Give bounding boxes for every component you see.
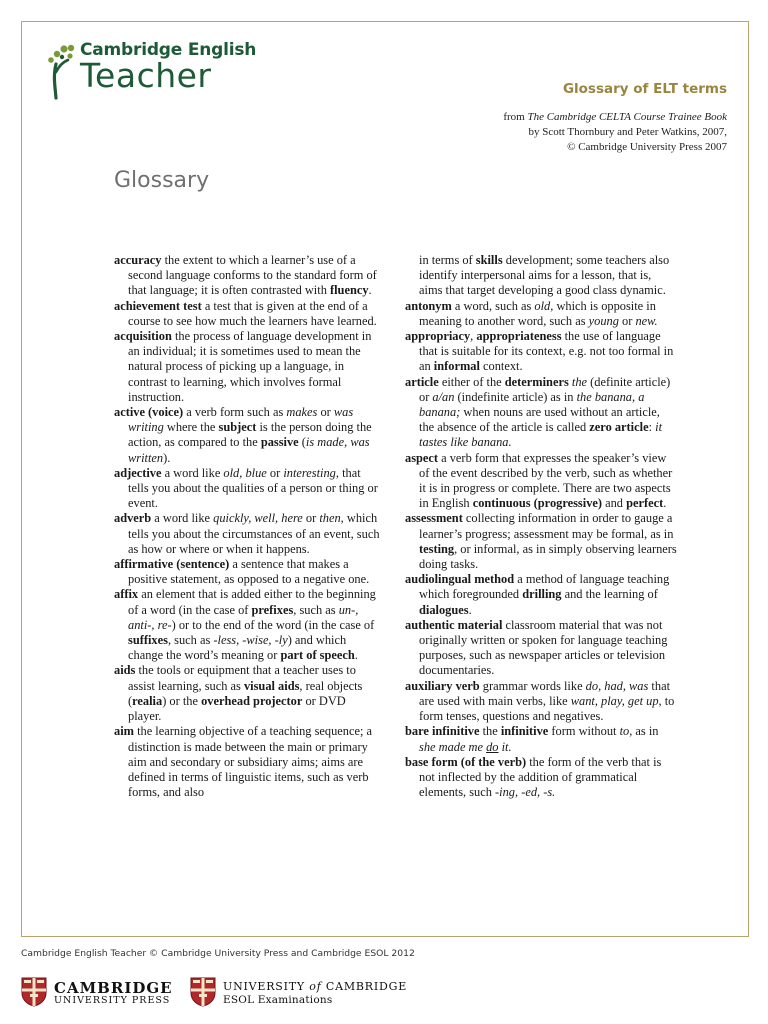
glossary-entry: achievement test a test that is given at the end of a course to see how much the learners have learned. — [114, 298, 377, 328]
glossary-entry: adjective a word like old, blue or interesting, that tells you about the qualities of a person or thing or event. — [114, 465, 378, 511]
glossary-entry: authentic material classroom material that was not originally written or spoken for language teaching purposes, such as newspaper articles or television documentaries. — [405, 617, 668, 678]
page-heading: Glossary — [114, 168, 210, 193]
document-title: Glossary of ELT terms — [562, 81, 727, 97]
glossary-entry: appropriacy, appropriateness the use of language that is suitable for its context, e.g. not too formal in an informal context. — [405, 329, 674, 374]
source-copyright: © Cambridge University Press 2007 — [567, 141, 727, 153]
esol-sub: ESOL Examinations — [223, 994, 333, 1006]
glossary-entry: aim the learning objective of a teaching sequence; a distinction is made between the main or primary aim and secondary or subsidiary aims; aims are defined in terms of linguistic items, such as verb forms, and also — [114, 724, 373, 800]
cambridge-english-teacher-logo — [46, 40, 266, 102]
glossary-entry: aspect a verb form that expresses the speaker’s view of the event described by the verb, such as whether it is in progress or complete. There are two aspects in English continuous (progressive) and perfect. — [405, 450, 673, 511]
glossary-entry: affirmative (sentence) a sentence that makes a positive statement, as opposed to a negative one. — [114, 557, 370, 587]
glossary-entry: base form (of the verb) the form of the verb that is not inflected by the addition of grammatical elements, such -ing, -ed, -s. — [405, 754, 662, 800]
glossary-entry: assessment collecting information in order to gauge a learner’s progress; assessment may be formal, as in testing, or informal, as in simply observing learners doing tasks. — [405, 511, 677, 572]
glossary-entry: aids the tools or equipment that a teacher uses to assist learning, such as visual aids, real objects (realia) or the overhead projector or DVD player. — [114, 663, 363, 724]
glossary-entry: adverb a word like quickly, well, here or then, which tells you about the circumstances of an event, such as how or where or when it happens. — [114, 511, 380, 556]
tree-icon — [46, 42, 76, 100]
press-sub: UNIVERSITY PRESS — [54, 995, 171, 1006]
source-citation — [503, 110, 727, 155]
glossary-entry: bare infinitive the infinitive form without to, as in she made me do it. — [405, 724, 659, 754]
glossary-entry: audiolingual method a method of language teaching which foregrounded drilling and the learning of dialogues. — [405, 572, 670, 617]
glossary-entry: active (voice) a verb form such as makes or was writing where the subject is the person doing the action, as compared to the passive (is made, was written). — [114, 405, 372, 465]
university-name-b: CAMBRIDGE — [321, 980, 408, 993]
crest-icon — [21, 977, 47, 1007]
glossary-entry: accuracy the extent to which a learner’s use of a second language conforms to the standard form of that language; it is often contrasted with fluency. — [114, 253, 377, 298]
brand-big: Teacher — [80, 56, 212, 95]
glossary-entry: antonym a word, such as old, which is opposite in meaning to another word, such as young or new. — [405, 298, 658, 328]
glossary-entry: article either of the determiners the (definite article) or a/an (indefinite article) as in the banana, a banana; when nouns are used without an article, the absence of the article is called zero article: it tastes like banana. — [405, 374, 671, 450]
source-prefix: from — [503, 111, 528, 123]
university-name — [223, 980, 407, 993]
glossary-entries-right — [405, 299, 677, 801]
university-name-a: UNIVERSITY — [223, 980, 310, 993]
glossary-entry: affix an element that is added either to the beginning of a word (in the case of prefixes, such as un-, anti-, re-) or to the end of the word (in the case of suffixes, such as -less, -wise, -ly) and which change the word’s meaning or part of speech. — [114, 587, 376, 663]
footer-copyright: Cambridge English Teacher © Cambridge University Press and Cambridge ESOL 2012 — [21, 948, 415, 959]
university-name-of: of — [309, 980, 322, 993]
glossary-column-right — [405, 253, 677, 800]
crest-icon — [190, 977, 216, 1007]
glossary-column-left — [114, 253, 382, 800]
brand-small: Cambridge English — [80, 40, 257, 60]
glossary-entry: acquisition the process of language development in an individual; it is sometimes used to mean the natural process of picking up a language, in contrast to learning, which involves formal instruction. — [114, 329, 372, 404]
glossary-entry: auxiliary verb grammar words like do, had, was that are used with main verbs, like want, play, get up, to form tenses, questions and negatives. — [405, 678, 675, 724]
glossary-entry-continuation: in terms of skills development; some teachers also identify interpersonal aims for a lesson, that is, aims that target developing a good class dynamic. — [419, 253, 670, 298]
press-name: CAMBRIDGE — [54, 979, 173, 997]
source-book: The Cambridge CELTA Course Trainee Book — [527, 111, 727, 123]
source-authors: by Scott Thornbury and Peter Watkins, 2007, — [528, 126, 727, 138]
